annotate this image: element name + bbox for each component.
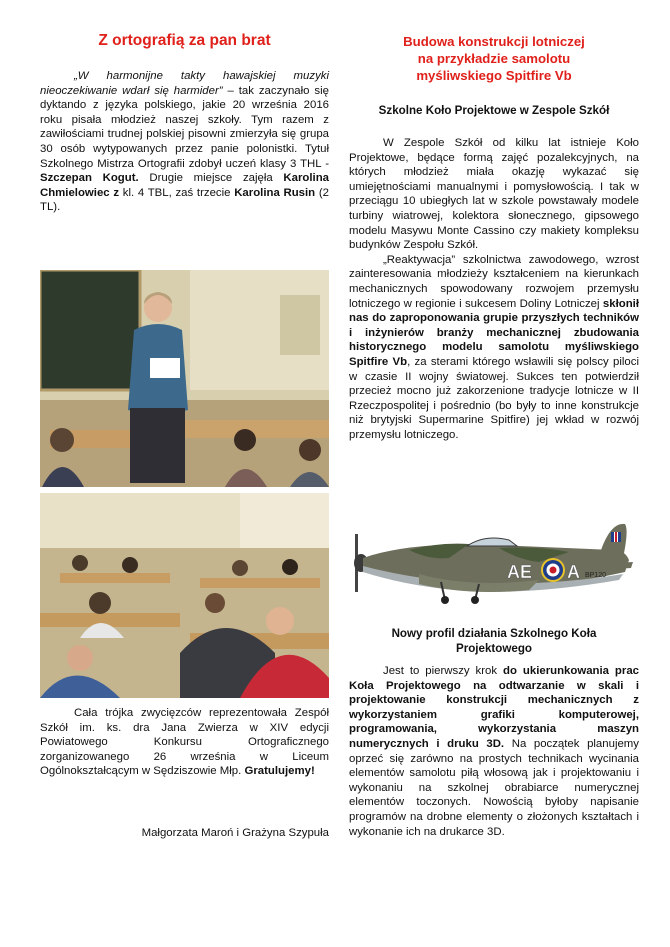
subheading-project-club: Szkolne Koło Projektowe w Zespole Szkół (378, 104, 610, 117)
congratulations: Gratulujemy! (244, 765, 315, 778)
left-article (40, 0, 329, 215)
dictation-quote: „W harmonijne takty hawajskiej muzyki nieoczekiwanie wdarł się harmider” (40, 70, 329, 97)
winner-3: Karolina Rusin (234, 186, 316, 199)
plane-code-letter-right: A (567, 562, 580, 582)
author-signature: Małgorzata Maroń i Grażyna Szypuła (141, 827, 329, 839)
paragraph-reactivation: „Reaktywacja” szkolnictwa zawodowego, wzrost zainteresowania młodzieży kształceniem na kierunkach mechanicznych spowodowany rozwojem przemysłu lotniczego w regionie i sukcesem Doliny Lotniczej skłonił nas do zaproponowania grupie przyszłych techników i inżynierów branży mechanicznej zbudowania historycznego modelu samolotu myśliwskiego Spitfire Vb, za sterami którego wsławili się polscy piloci w czasie II wojny światowej. Sukces ten potwierdził przecież mocno już zakorzenione tradycje lotnicze w II Rzeczpospolitej i pośrednio (bo były to inne konstrukcje niż brytyjski Supermarine Spitfire) jej wkład w rozwój przemysłu lotniczego. (349, 253, 639, 441)
plane-code-letters-left: AE (507, 562, 533, 582)
paragraph-new-profile: Jest to pierwszy krok do ukierunkowania prac Koła Projektowego na odtwarzanie w skali i projektowanie konstrukcji mechanicznych z wykorzystaniem grafiki komputerowej, programowania, wykorzystania maszyn numerycznych i druku 3D. Na początek planujemy oprzeć się zarówno na prostych technikach wycinania elementów samolotu piłą włosową jak i projektowaniu i wykonaniu na szkolnej obrabiarce numerycznej elementów toczonych. Nowością byłoby napisanie programów na drobne elementy o złożonych kształtach i wykonanie ich na drukarce 3D. (349, 665, 639, 838)
left-article-intro: „W harmonijne takty hawajskiej muzyki nieoczekiwanie wdarł się harmider” – tak zaczynało się dyktando z języka polskiego, jakie 20 września 2016 roku pisała młodzież naszej szkoły. Tym razem z zawiłościami trudnej polskiej pisowni zmierzyła się grupa 30 osób wytypowanych przez panie polonistki. Tytuł Szkolnego Mistrza Ortografii zdobył uczeń klasy 3 THL - Szczepan Kogut. Drugie miejsce zajęła Karolina Chmielowiec z kl. 4 TBL, zaś trzecie Karolina Rusin (2 TL). (40, 70, 329, 214)
spitfire-illustration (349, 520, 639, 605)
subheading-new-profile: Nowy profil działania Szkolnego Koła Projektowego (391, 627, 597, 655)
plane-serial: BP120 (585, 572, 607, 579)
paragraph-project-club: W Zespole Szkół od kilku lat istnieje Koło Projektowe, będące formą zajęć pozalekcyjnych, na których młodzież miała okazję wykazać się umiejętnościami manualnymi i pomysłowością. I tak w przeciągu 10 ubiegłych lat w szkole powstawały modele turbiny wiatrowej, kolektora słonecznego, gipsowego modelu Masywu Monte Cassino czy makiety kompleksu budynków Zespołu Szkół. (349, 137, 639, 252)
students-writing-photo (40, 493, 329, 698)
winner-2: Karolina Chmielowiec z (40, 172, 329, 199)
left-article-summary: Cała trójka zwycięzców reprezentowała Zespół Szkół im. ks. dra Jana Zwierza w XIV edycji Powiatowego Konkursu Ortograficznego zorganizowanego 26 września w Liceum Ogólnokształcącym w Sędziszowie Młp. Gratulujemy! (40, 707, 329, 778)
classroom-teacher-photo (40, 270, 329, 487)
winner-1: Szczepan Kogut. (40, 172, 139, 185)
right-article (349, 0, 639, 442)
left-article-title: Z ortografią za pan brat (98, 32, 271, 49)
right-article-title: Budowa konstrukcji lotniczej na przykładzie samolotu myśliwskiego Spitfire Vb (403, 34, 585, 83)
